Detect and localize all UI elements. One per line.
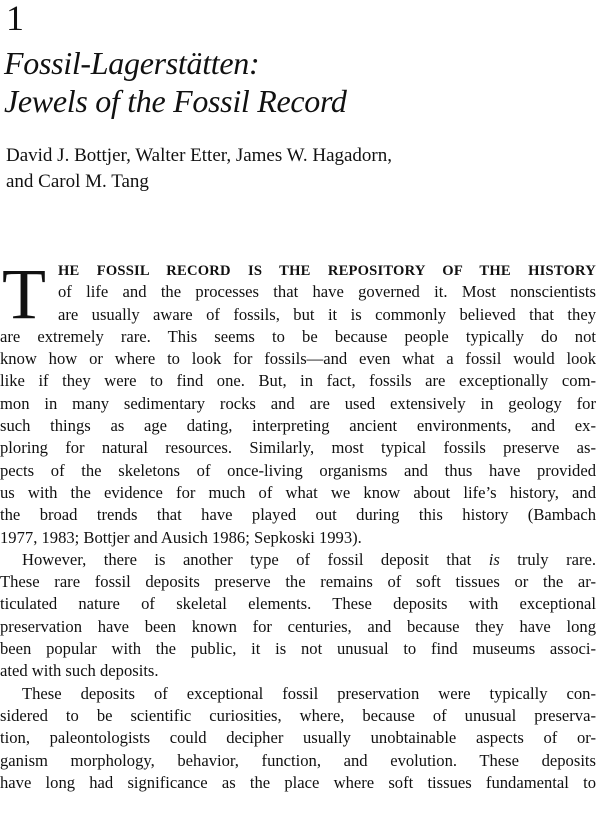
text-line: like if they were to find one. But, in fact, fossils are exceptionally com- xyxy=(0,371,596,391)
text-line xyxy=(0,549,596,571)
text-line: are extremely rare. This seems to be because people typically do not xyxy=(0,326,596,346)
text-run: truly rare. xyxy=(499,549,596,569)
text-line: ploring for natural resources. Similarly, most typical fossils preserve as- xyxy=(0,438,596,458)
text-line: us with the evidence for much of what we know about life’s history, and xyxy=(0,482,596,502)
text-line: tion, paleontologists could decipher usually unobtainable aspects of or- xyxy=(0,728,596,748)
text-line: pects of the skeletons of once-living organisms and thus have provided xyxy=(0,460,596,480)
chapter-body xyxy=(0,259,596,794)
text-line: preservation have been known for centuries, and because they have long xyxy=(0,616,596,636)
chapter-title-line-1: Fossil-Lagerstätten: xyxy=(4,45,260,81)
text-line: ganism morphology, behavior, function, and evolution. These deposits xyxy=(0,750,596,770)
text-line: have long had significance as the place where soft tissues fundamental to xyxy=(0,772,596,792)
chapter-title xyxy=(4,44,564,120)
paragraph-2 xyxy=(0,549,596,683)
text-line: of life and the processes that have governed it. Most nonscientists xyxy=(58,282,596,302)
text-line: ated with such deposits. xyxy=(0,661,159,681)
text-line: 1977, 1983; Bottjer and Ausich 1986; Sepkoski 1993). xyxy=(0,527,362,547)
text-line: mon in many sedimentary rocks and are used extensively in geology for xyxy=(0,393,596,413)
text-line: been popular with the public, it is not unusual to find museums associ- xyxy=(0,639,596,659)
chapter-number: 1 xyxy=(6,0,24,38)
text-line: are usually aware of fossils, but it is commonly believed that they xyxy=(58,304,596,324)
text-line: These deposits of exceptional fossil preservation were typically con- xyxy=(22,683,596,703)
paragraph-3 xyxy=(0,683,596,794)
text-line: sidered to be scientific curiosities, where, because of unusual preserva- xyxy=(0,705,596,725)
opening-small-caps: HE FOSSIL RECORD IS THE REPOSITORY OF THE HISTORY xyxy=(58,263,596,279)
paragraph-1 xyxy=(0,259,596,549)
author-list xyxy=(6,143,566,195)
author-line-2: and Carol M. Tang xyxy=(6,171,149,192)
author-line-1: David J. Bottjer, Walter Etter, James W. Hagadorn, xyxy=(6,145,393,166)
text-line: These rare fossil deposits preserve the remains of soft tissues or the ar- xyxy=(0,572,596,592)
chapter-title-line-2: Jewels of the Fossil Record xyxy=(4,83,347,119)
text-line: ticulated nature of skeletal elements. These deposits with exceptional xyxy=(0,594,596,614)
text-line: such things as age dating, interpreting ancient environments, and ex- xyxy=(0,416,596,436)
emphasis: is xyxy=(488,549,500,569)
text-line: know how or where to look for fossils—and even what a fossil would look xyxy=(0,349,596,369)
text-line xyxy=(0,259,596,281)
text-line: the broad trends that have played out during this history (Bambach xyxy=(0,505,596,525)
drop-cap: T xyxy=(2,263,46,327)
text-run: However, there is another type of fossil deposit that xyxy=(22,549,489,569)
